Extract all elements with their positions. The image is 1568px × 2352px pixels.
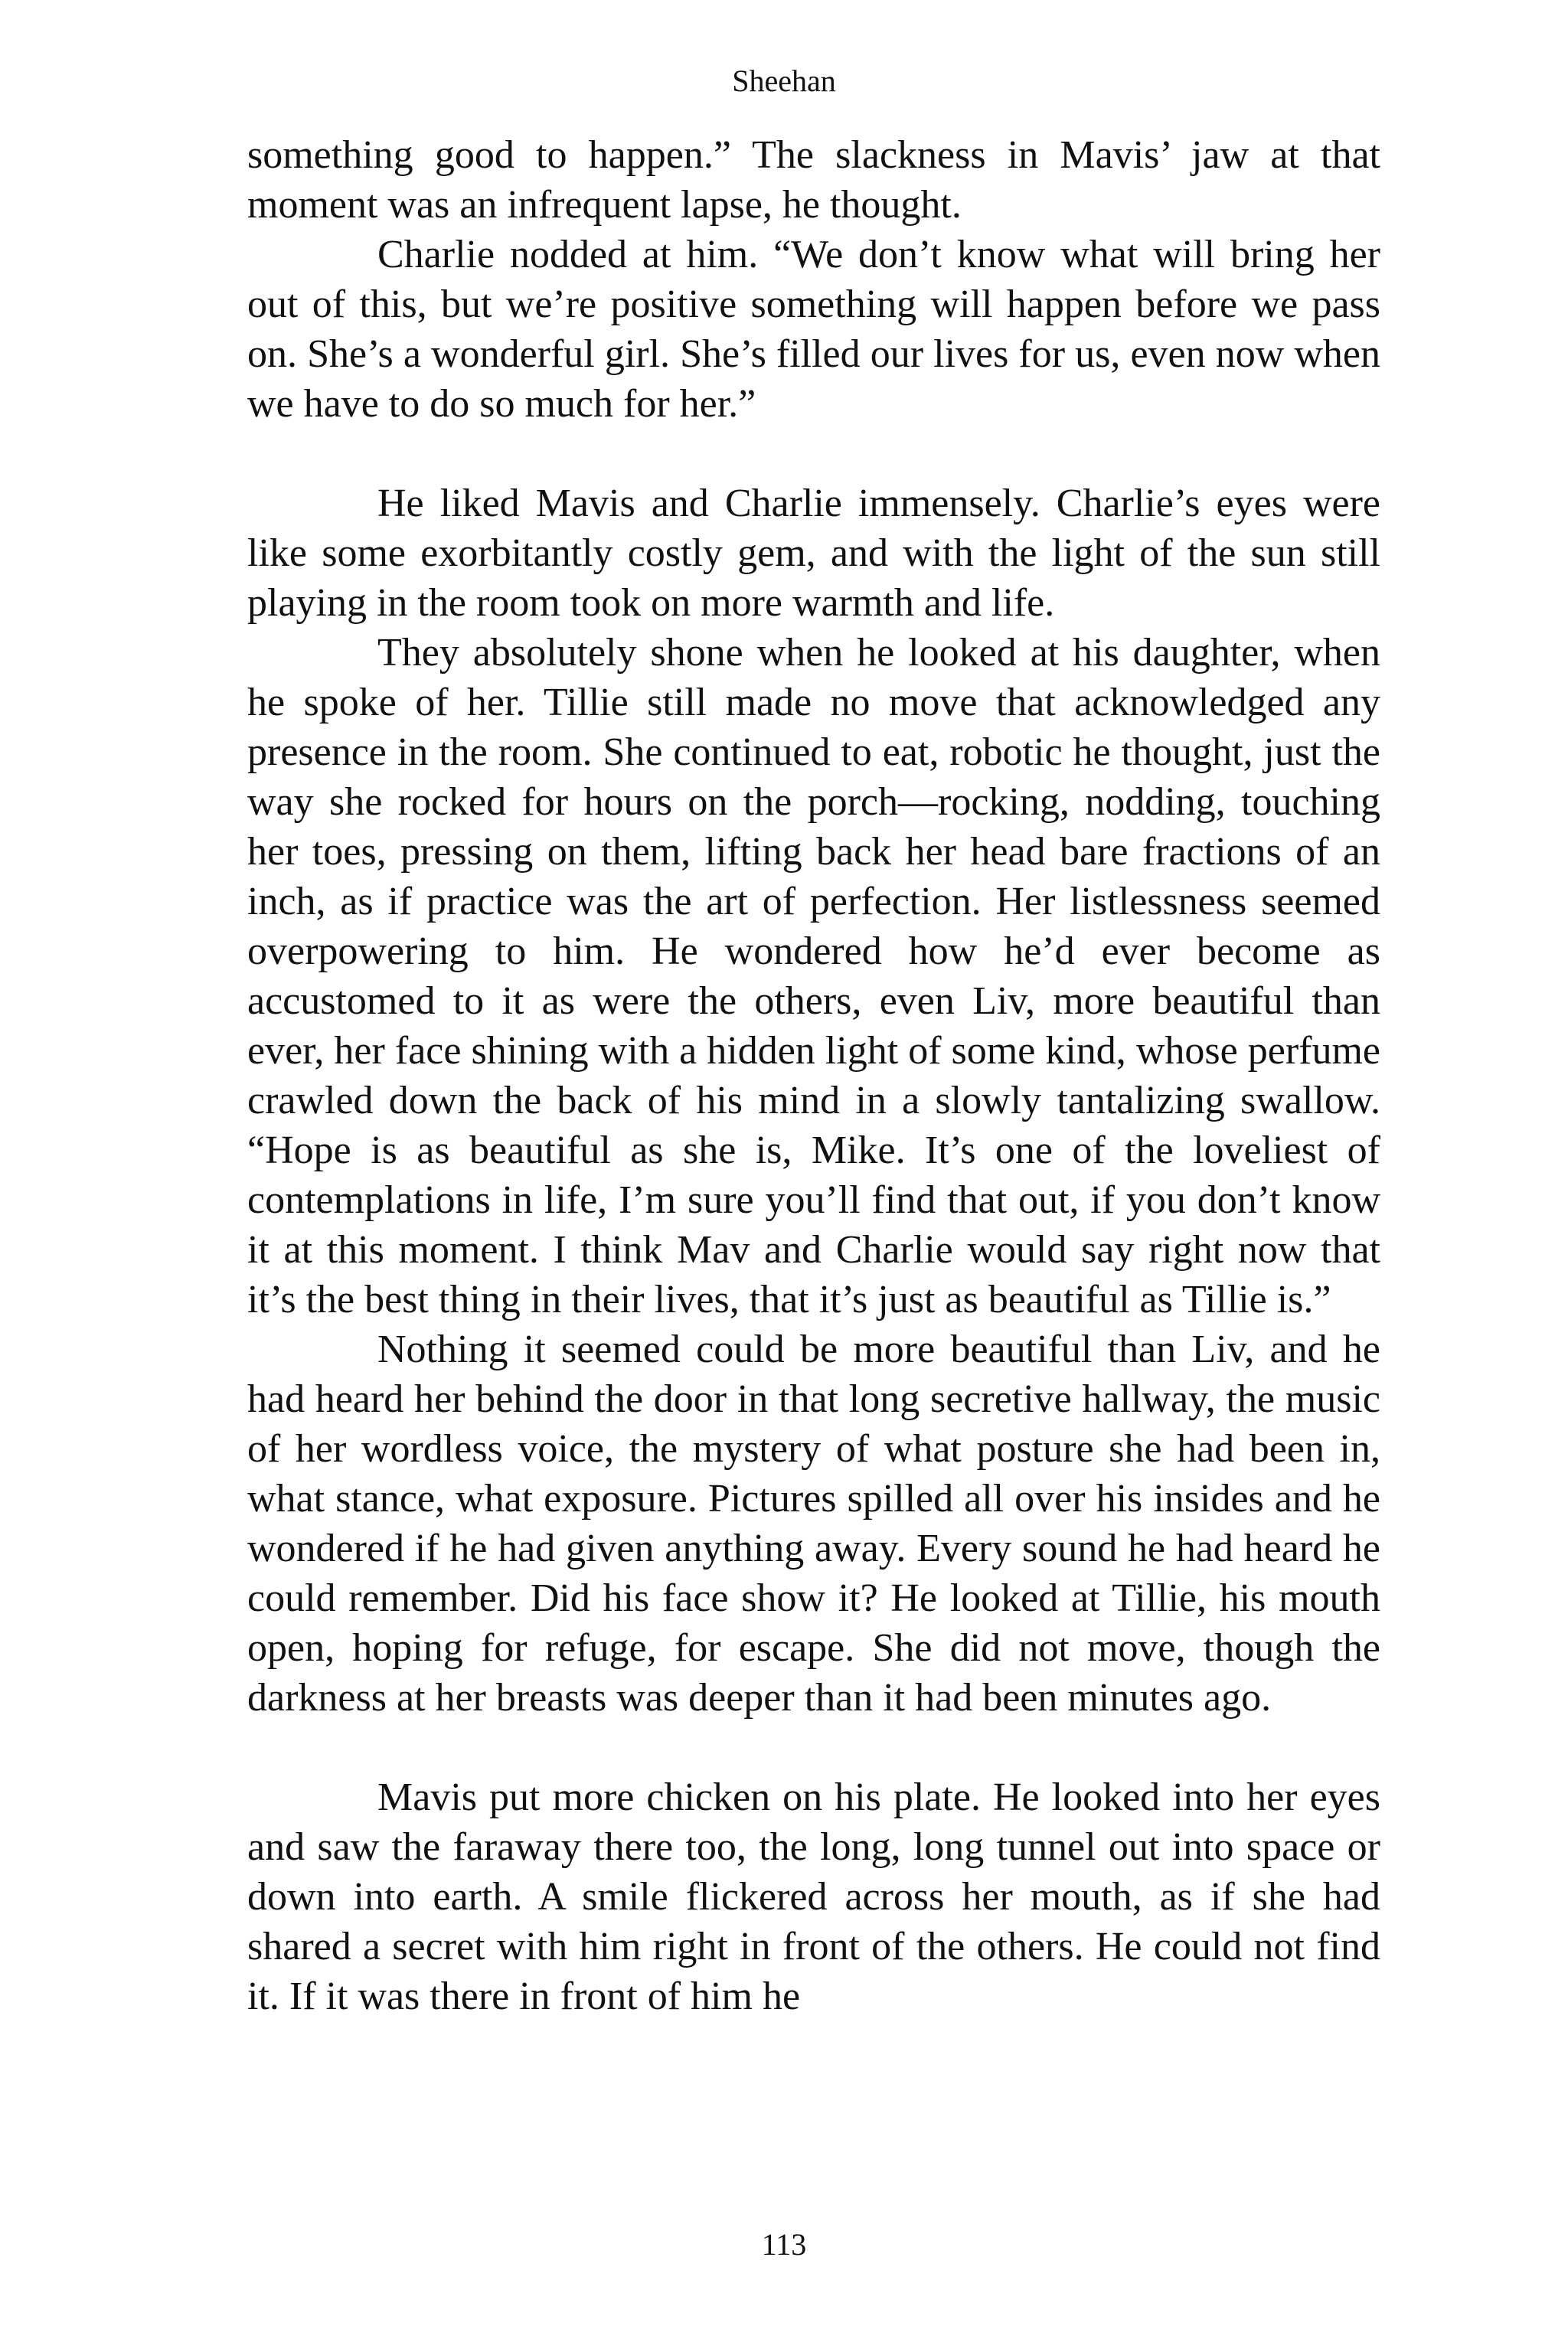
running-head: Sheehan <box>732 64 836 98</box>
section-break <box>247 1723 1380 1772</box>
paragraph: Mavis put more chicken on his plate. He looked into her eyes and saw the faraway there too, the long, long tunnel out into space or down into earth. A smile flickered across her mouth, as if she had shared a secret with him right in front of the others. He could not find it. If it was there in front of him he <box>247 1775 1380 2018</box>
paragraph: Nothing it seemed could be more beautiful than Liv, and he had heard her behind the door in that long secretive hallway, the music of her wordless voice, the mystery of what posture she had been in, what stance, what exposure. Pictures spilled all over his insides and he wondered if he had given anything away. Every sound he had heard he could remember. Did his face show it? He looked at Tillie, his mouth open, hoping for refuge, for escape. She did not move, though the darkness at her breasts was deeper than it had been minutes ago. <box>247 1328 1380 1720</box>
paragraph: Charlie nodded at him. “We don’t know what will bring her out of this, but we’re positive something will happen before we pass on. She’s a wonderful girl. She’s filled our lives for us, even now when we have to do so much for her.” <box>247 233 1380 426</box>
body-text <box>247 130 1380 2021</box>
paragraph: They absolutely shone when he looked at his daughter, when he spoke of her. Tillie still made no move that acknowledged any presence in the room. She continued to eat, robotic he thought, just the way she rocked for hours on the porch—rocking, nodding, touching her toes, pressing on them, lifting back her head bare fractions of an inch, as if practice was the art of perfection. Her listlessness seemed overpowering to him. He wondered how he’d ever become as accustomed to it as were the others, even Liv, more beautiful than ever, her face shining with a hidden light of some kind, whose perfume crawled down the back of his mind in a slowly tantalizing swallow. “Hope is as beautiful as she is, Mike. It’s one of the loveliest of contemplations in life, I’m sure you’ll find that out, if you don’t know it at this moment. I think Mav and Charlie would say right now that it’s the best thing in their lives, that it’s just as beautiful as Tillie is.” <box>247 631 1380 1321</box>
paragraph-continued: something good to happen.” The slackness in Mavis’ jaw at that moment was an infrequent lapse, he thought. <box>247 133 1380 227</box>
page-number: 113 <box>761 2227 807 2262</box>
paragraph: He liked Mavis and Charlie immensely. Charlie’s eyes were like some exorbitantly costly gem, and with the light of the sun still playing in the room took on more warmth and life. <box>247 482 1380 625</box>
section-break <box>247 429 1380 479</box>
